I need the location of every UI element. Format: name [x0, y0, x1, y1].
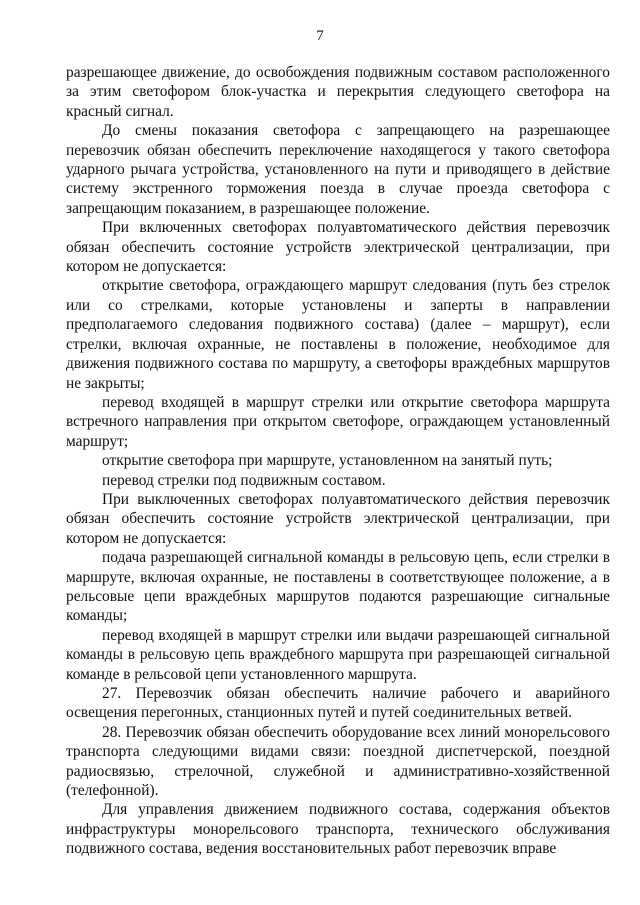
paragraph: До смены показания светофора с запрещающего на разрешающее перевозчик обязан обеспечить переключение находящегося у такого светофора ударного рычага устройства, установленного на пути и приводящего в действие систему экстренного торможения поезда в случае проезда светофора с запрещающим показанием, в разрешающее положение. [66, 122, 610, 217]
clause-27: 27. Перевозчик обязан обеспечить наличие рабочего и аварийного освещения перегонных, станционных путей и путей соединительных ветвей. [66, 685, 610, 722]
list-item: перевод входящей в маршрут стрелки или открытие светофора маршрута встречного направления при открытом светофоре, ограждающем установленный маршрут; [66, 393, 610, 450]
body-text [66, 63, 610, 859]
paragraph: При выключенных светофорах полуавтоматического действия перевозчик обязан обеспечить состояние устройств электрической централизации, при котором не допускается: [66, 490, 610, 547]
list-item: перевод входящей в маршрут стрелки или выдачи разрешающей сигнальной команды в рельсовую цепь враждебного маршрута при разрешающей сигнальной команде в рельсовой цепи установленного маршрута. [66, 626, 610, 683]
list-item: подача разрешающей сигнальной команды в рельсовую цепь, если стрелки в маршруте, включая охранные, не поставлены в соответствующее положение, а в рельсовые цепи враждебных маршрутов подаются разрешающие сигнальные команды; [66, 549, 610, 625]
list-item: открытие светофора при маршруте, установленном на занятый путь; [102, 452, 553, 470]
paragraph: разрешающее движение, до освобождения подвижным составом расположенного за этим светофором блок-участка и перекрытия следующего светофора на красный сигнал. [66, 64, 610, 120]
list-item: перевод стрелки под подвижным составом. [102, 471, 386, 489]
paragraph: Для управления движением подвижного состава, содержания объектов инфраструктуры монорельсового транспорта, технического обслуживания подвижного состава, ведения восстановительных работ перевозчик вправе [66, 801, 610, 858]
paragraph: При включенных светофорах полуавтоматического действия перевозчик обязан обеспечить состояние устройств электрической централизации, при котором не допускается: [66, 219, 610, 276]
list-item: открытие светофора, ограждающего маршрут следования (путь без стрелок или со стрелками, которые установлены и заперты в направлении предполагаемого следования подвижного состава) (далее – маршрут), если стрелки, включая охранные, не поставлены в положение, необходимое для движения подвижного состава по маршруту, а светофоры враждебных маршрутов не закрыты; [66, 277, 610, 392]
clause-28: 28. Перевозчик обязан обеспечить оборудование всех линий монорельсового транспорта следующими видами связи: поездной диспетчерской, поездной радиосвязью, стрелочной, служебной и административно-хозяйственной (телефонной). [66, 723, 610, 800]
page-number: 7 [316, 28, 324, 44]
